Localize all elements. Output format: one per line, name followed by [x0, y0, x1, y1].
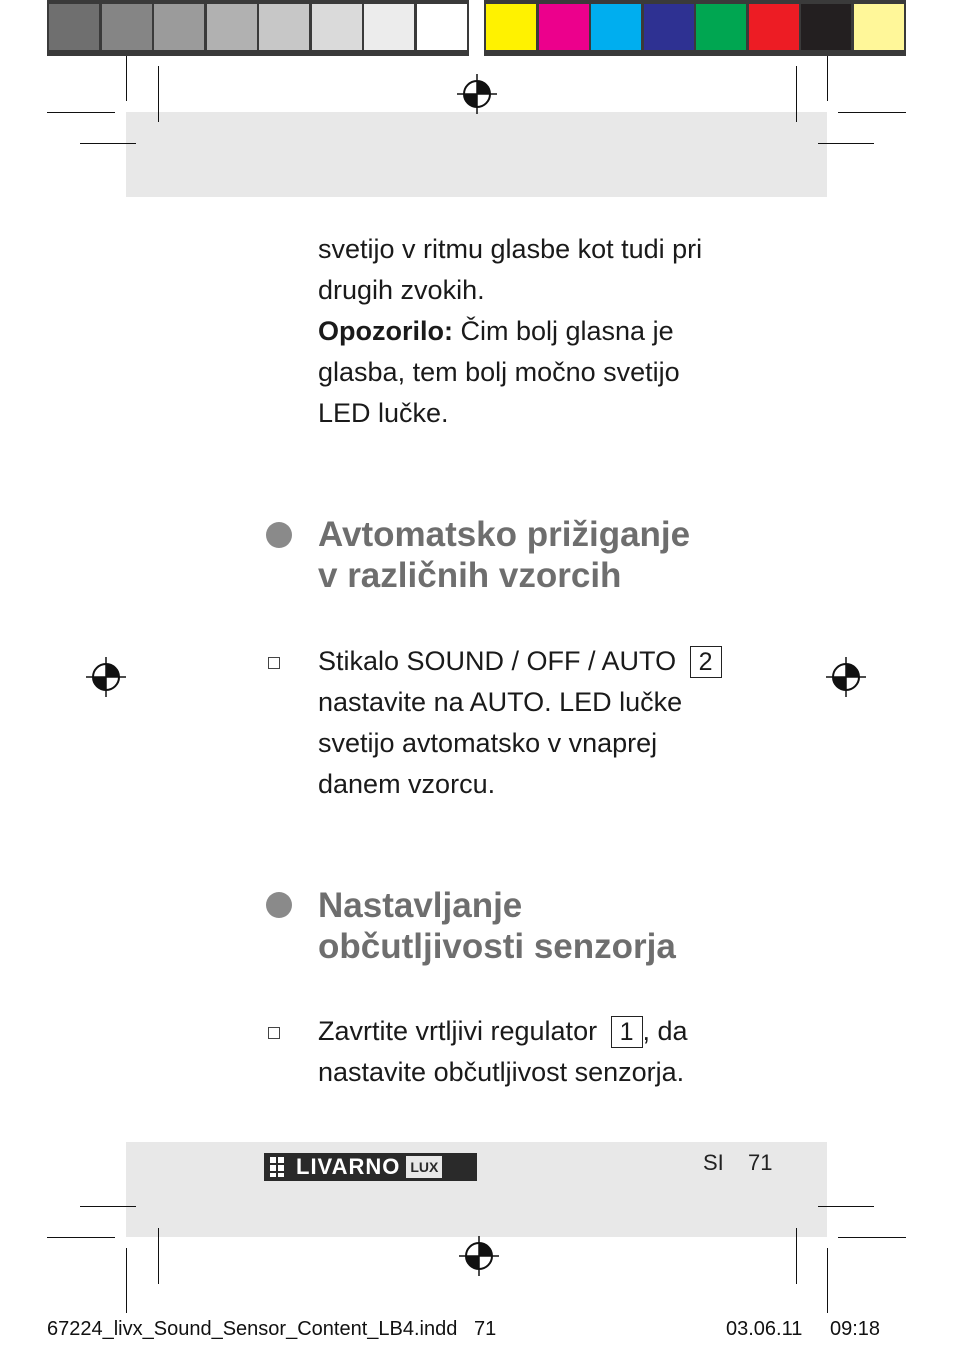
- heading-line: občutljivosti senzorja: [318, 927, 676, 966]
- color-swatch: [207, 4, 257, 50]
- crop-mark: [80, 1206, 136, 1207]
- part-ref-1: 1: [611, 1016, 643, 1048]
- crop-mark: [838, 112, 906, 113]
- text-line: svetijo avtomatsko v vnaprej: [318, 728, 658, 758]
- registration-mark-top: [457, 74, 497, 114]
- crop-mark: [796, 66, 797, 122]
- logo-grid-icon: [270, 1157, 290, 1177]
- slug-time: 09:18: [830, 1318, 881, 1340]
- crop-mark: [126, 56, 127, 101]
- crop-mark: [818, 143, 874, 144]
- slug-date: 03.06.11: [726, 1318, 803, 1340]
- crop-mark: [47, 1237, 115, 1238]
- language-code: SI: [703, 1150, 724, 1175]
- note-label: Opozorilo:: [318, 316, 453, 346]
- color-swatch: [154, 4, 204, 50]
- color-swatch: [417, 4, 467, 50]
- color-swatch: [486, 4, 536, 50]
- color-swatch: [364, 4, 414, 50]
- color-swatch: [749, 4, 799, 50]
- step-checkbox-icon: [268, 1027, 280, 1039]
- color-swatch: [102, 4, 152, 50]
- page-number: 71: [748, 1150, 773, 1175]
- crop-mark: [838, 1237, 906, 1238]
- crop-mark: [827, 56, 828, 101]
- color-swatch: [644, 4, 694, 50]
- color-swatch: [539, 4, 589, 50]
- text-line: nastavite na AUTO. LED lučke: [318, 687, 683, 717]
- color-swatch: [312, 4, 362, 50]
- step-text: Stikalo SOUND / OFF / AUTO: [318, 646, 677, 676]
- intro-paragraph: [318, 229, 702, 434]
- section-heading-auto: [318, 514, 690, 596]
- crop-mark: [158, 66, 159, 122]
- color-swatch: [696, 4, 746, 50]
- livarno-lux-logo: [264, 1153, 477, 1181]
- registration-mark-left: [86, 657, 126, 697]
- color-swatch: [854, 4, 904, 50]
- section-heading-sensitivity: [318, 885, 676, 967]
- registration-mark-bottom: [459, 1236, 499, 1276]
- crop-mark: [158, 1228, 159, 1284]
- step-checkbox-icon: [268, 657, 280, 669]
- color-swatch: [259, 4, 309, 50]
- text-line: nastavite občutljivost senzorja.: [318, 1057, 685, 1087]
- registration-mark-right: [826, 657, 866, 697]
- text-line: LED lučke.: [318, 398, 449, 428]
- text-line: glasba, tem bolj močno svetijo: [318, 357, 680, 387]
- text-line: [318, 641, 722, 682]
- heading-line: v različnih vzorcih: [318, 556, 622, 595]
- note-text: Čim bolj glasna je: [452, 316, 674, 346]
- header-band: [126, 112, 827, 197]
- section-bullet-icon: [266, 522, 292, 548]
- color-swatch: [591, 4, 641, 50]
- text-line: svetijo v ritmu glasbe kot tudi pri: [318, 234, 703, 264]
- logo-wordmark: LIVARNO: [296, 1154, 401, 1179]
- text-line: drugih zvokih.: [318, 275, 485, 305]
- heading-line: Nastavljanje: [318, 886, 523, 925]
- crop-mark: [818, 1206, 874, 1207]
- logo-lux-badge: LUX: [406, 1156, 442, 1178]
- step-sensitivity-paragraph: [318, 1011, 688, 1093]
- section-bullet-icon: [266, 892, 292, 918]
- crop-mark: [47, 112, 115, 113]
- crop-mark: [80, 143, 136, 144]
- part-ref-2: 2: [690, 646, 722, 678]
- color-swatch: [49, 4, 99, 50]
- color-swatch: [801, 4, 851, 50]
- crop-mark: [126, 1248, 127, 1313]
- step-text: Zavrtite vrtljivi regulator: [318, 1016, 598, 1046]
- crop-mark: [796, 1228, 797, 1284]
- crop-mark: [827, 1248, 828, 1313]
- step-auto-paragraph: [318, 641, 722, 805]
- file-slug: 67224_livx_Sound_Sensor_Content_LB4.indd 71: [47, 1318, 497, 1340]
- note-line: [318, 311, 702, 352]
- step-text: , da: [642, 1016, 688, 1046]
- heading-line: Avtomatsko prižiganje: [318, 515, 691, 554]
- text-line: [318, 1011, 688, 1052]
- text-line: danem vzorcu.: [318, 769, 496, 799]
